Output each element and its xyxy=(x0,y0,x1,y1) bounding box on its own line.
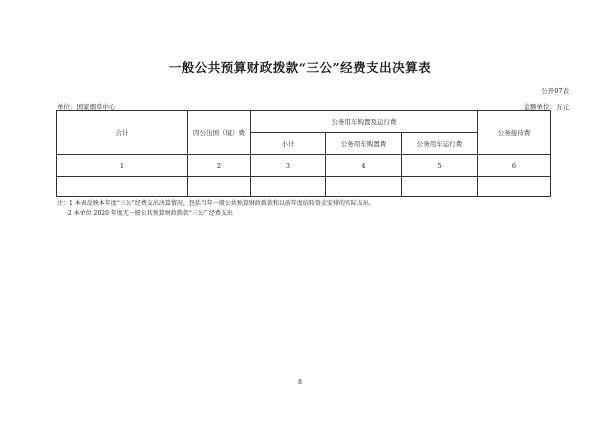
index-cell: 2 xyxy=(188,155,251,177)
index-row xyxy=(57,155,551,177)
header-row-1 xyxy=(57,111,551,133)
expenditure-table xyxy=(56,110,551,197)
data-row xyxy=(57,177,551,197)
header-vehicle-operation: 公务用车运行费 xyxy=(402,133,478,155)
document-title: 一般公共预算财政拨款“三公”经费支出决算表 xyxy=(168,60,432,75)
header-vehicle-group: 公务用车购置及运行费 xyxy=(251,111,478,133)
header-vehicle-purchase: 公务用车购置费 xyxy=(326,133,402,155)
note-2: 2 本单位 2020 年度无一般公共预算财政拨款“三公” 经费支出 xyxy=(68,210,233,217)
data-cell xyxy=(402,177,478,197)
header-reception: 公务接待费 xyxy=(478,111,551,155)
index-cell: 4 xyxy=(326,155,402,177)
unit-label: 单位：国家烟草中心 xyxy=(57,103,116,111)
note-1: 注：1 本表反映本年度“三公”经费支出决算情况，包括当年一般公共预算财政拨款和以前年度结转资金安排的实际支出。 xyxy=(57,200,375,207)
header-overseas: 因公出国（境）费 xyxy=(188,111,251,155)
index-cell: 5 xyxy=(402,155,478,177)
header-total: 合计 xyxy=(57,111,188,155)
index-cell: 1 xyxy=(57,155,188,177)
table-notes xyxy=(57,199,375,219)
amount-unit-label: 金额单位：万元 xyxy=(523,103,569,111)
form-code: 公开07表 xyxy=(541,87,569,95)
index-cell: 6 xyxy=(478,155,551,177)
index-cell: 3 xyxy=(251,155,326,177)
header-subtotal: 小计 xyxy=(251,133,326,155)
data-cell xyxy=(251,177,326,197)
data-cell xyxy=(326,177,402,197)
page-number: 8 xyxy=(298,379,302,386)
data-cell xyxy=(188,177,251,197)
data-cell xyxy=(57,177,188,197)
data-cell xyxy=(478,177,551,197)
